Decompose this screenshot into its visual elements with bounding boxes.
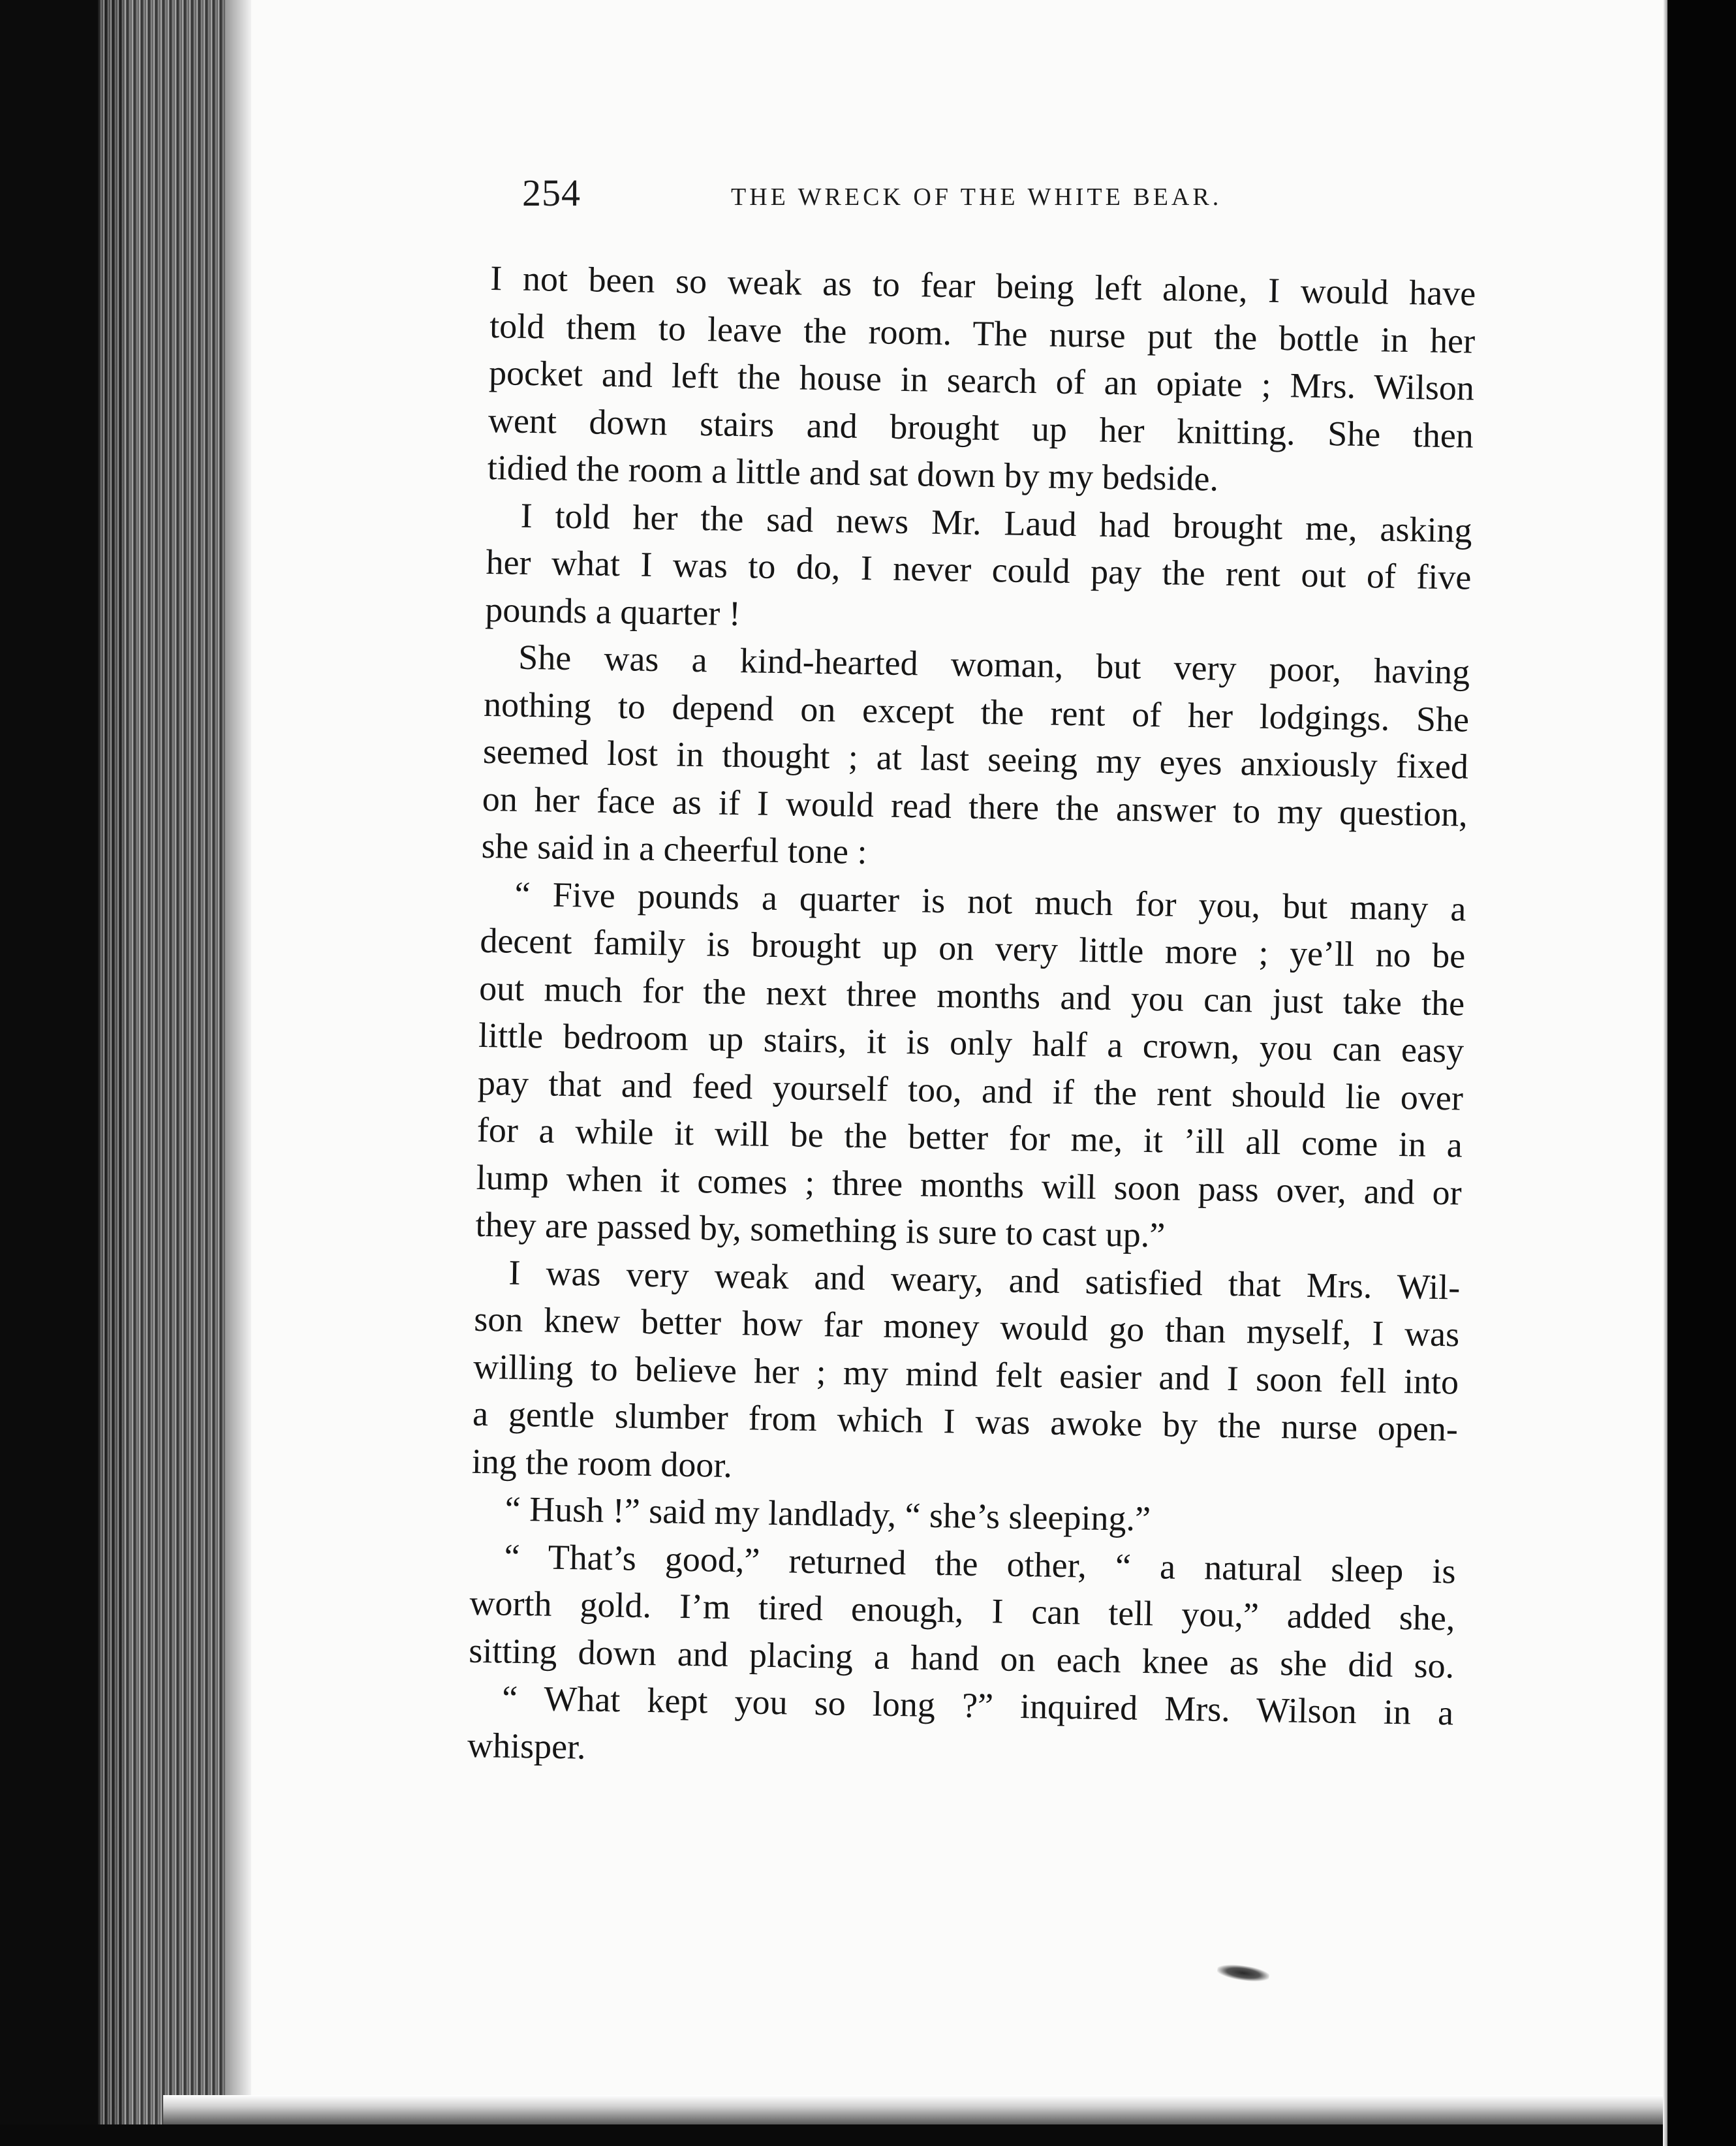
- text-line: for a while it will be the better for me, it ’ill all come in a: [476, 1110, 1463, 1165]
- text-line: I told her the sad news Mr. Laud had brought me, asking: [520, 495, 1473, 550]
- running-title: THE WRECK OF THE WHITE BEAR.: [731, 183, 1222, 211]
- text-line: I not been so weak as to fear being left alone, I would have: [489, 258, 1476, 313]
- text-line: ing the room door.: [471, 1441, 733, 1485]
- text-line: nothing to depend on except the rent of her lodgings. She: [483, 684, 1470, 739]
- text-line: a gentle slumber from which I was awoke by the nurse open-: [472, 1393, 1459, 1449]
- page-number: 254: [522, 172, 581, 214]
- text-line: I was very weak and weary, and satisfied that Mrs. Wil-: [508, 1252, 1461, 1307]
- text-line: pounds a quarter !: [484, 589, 741, 633]
- text-line: they are passed by, something is sure to cast up.”: [475, 1204, 1166, 1255]
- text-line: worth gold. I’m tired enough, I can tell you,” added she,: [469, 1583, 1455, 1638]
- page-bottom-edge: [163, 2095, 1664, 2124]
- right-shadow: [1667, 0, 1736, 2146]
- text-line: “ What kept you so long ?” inquired Mrs. Wilson in a: [501, 1678, 1454, 1733]
- text-line: She was a kind-hearted woman, but very poor, having: [518, 637, 1470, 692]
- text-line: she said in a cheerful tone :: [481, 826, 867, 872]
- text-line: sitting down and placing a hand on each knee as she did so.: [468, 1630, 1455, 1685]
- text-line: decent family is brought up on very little more ; ye’ll no be: [480, 920, 1466, 976]
- text-line: son knew better how far money would go than myself, I was: [473, 1299, 1460, 1354]
- text-line: willing to believe her ; my mind felt easier and I soon fell into: [473, 1346, 1459, 1402]
- body-text: [467, 255, 1476, 1784]
- text-line: little bedroom up stairs, it is only half a crown, you can easy: [478, 1015, 1465, 1070]
- text-line: “ Five pounds a quarter is not much for you, but many a: [514, 874, 1466, 929]
- text-line: told them to leave the room. The nurse put the bottle in her: [489, 305, 1476, 361]
- page-edge-fade: [225, 0, 251, 2146]
- text-line: tidied the room a little and sat down by my bedside.: [487, 447, 1219, 499]
- page-stack-edge: [98, 0, 238, 2146]
- text-line: went down stairs and brought up her knitting. She then: [488, 400, 1474, 456]
- text-line: on her face as if I would read there the answer to my question,: [482, 779, 1468, 834]
- text-line: “ That’s good,” returned the other, “ a natural sleep is: [504, 1536, 1456, 1591]
- text-line: whisper.: [467, 1725, 587, 1767]
- text-line: her what I was to do, I never could pay the rent out of five: [486, 542, 1472, 597]
- text-line: out much for the next three months and you can just take the: [478, 968, 1465, 1023]
- page-header: [522, 171, 1354, 223]
- text-line: pay that and feed yourself too, and if the rent should lie over: [477, 1063, 1464, 1118]
- text-line: lump when it comes ; three months will soon pass over, and or: [476, 1157, 1463, 1213]
- text-line: “ Hush !” said my landlady, “ she’s sleeping.”: [504, 1489, 1151, 1539]
- text-line: pocket and left the house in search of an opiate ; Mrs. Wilson: [488, 352, 1475, 408]
- bottom-shadow: [0, 2124, 1736, 2146]
- text-line: seemed lost in thought ; at last seeing my eyes anxiously fixed: [482, 731, 1469, 786]
